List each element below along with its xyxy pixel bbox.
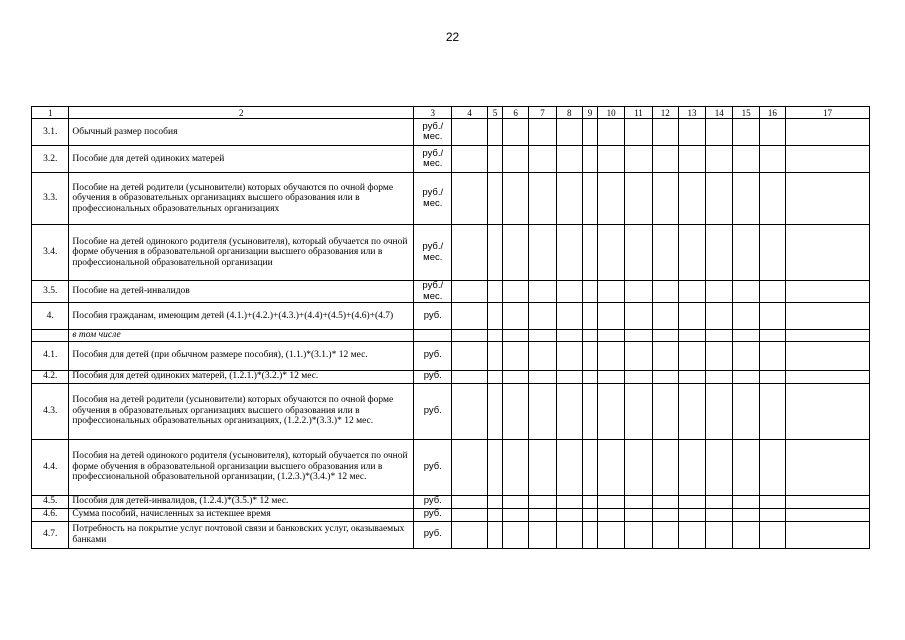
empty-cell[interactable] — [598, 281, 625, 303]
row-unit: руб./ мес. — [414, 281, 452, 303]
empty-cell[interactable] — [785, 383, 869, 439]
empty-cell[interactable] — [785, 508, 869, 521]
row-unit: руб./ мес. — [414, 173, 452, 225]
empty-cell[interactable] — [452, 508, 487, 521]
empty-cell[interactable] — [556, 146, 582, 173]
empty-cell[interactable] — [625, 281, 652, 303]
row-number: 4.5. — [32, 495, 69, 508]
empty-cell[interactable] — [598, 508, 625, 521]
empty-cell[interactable] — [652, 119, 678, 146]
empty-cell[interactable] — [706, 173, 733, 225]
empty-cell[interactable] — [503, 341, 529, 370]
empty-cell[interactable] — [678, 521, 705, 548]
empty-cell[interactable] — [503, 495, 529, 508]
empty-cell[interactable] — [556, 439, 582, 495]
table-row — [32, 330, 870, 342]
empty-cell[interactable] — [785, 281, 869, 303]
row-number: 4.6. — [32, 508, 69, 521]
empty-cell[interactable] — [678, 173, 705, 225]
row-unit: руб. — [414, 439, 452, 495]
empty-cell[interactable] — [452, 303, 487, 330]
empty-cell[interactable] — [529, 173, 556, 225]
table-row — [32, 303, 870, 330]
row-unit: руб. — [414, 508, 452, 521]
empty-cell[interactable] — [582, 281, 597, 303]
row-number: 3.2. — [32, 146, 69, 173]
row-description: Пособия для детей (при обычном размере пособия), (1.1.)*(3.1.)* 12 мес. — [69, 341, 414, 370]
empty-cell[interactable] — [759, 330, 785, 342]
row-description: Потребность на покрытие услуг почтовой связи и банковских услуг, оказываемых банками — [69, 521, 414, 548]
empty-cell[interactable] — [503, 370, 529, 383]
empty-cell[interactable] — [598, 370, 625, 383]
empty-cell[interactable] — [529, 330, 556, 342]
column-header: 12 — [652, 107, 678, 119]
empty-cell[interactable] — [759, 495, 785, 508]
empty-cell[interactable] — [582, 508, 597, 521]
row-description: Пособие для детей одиноких матерей — [69, 146, 414, 173]
empty-cell[interactable] — [529, 119, 556, 146]
empty-cell[interactable] — [652, 383, 678, 439]
empty-cell[interactable] — [678, 303, 705, 330]
empty-cell[interactable] — [785, 521, 869, 548]
empty-cell[interactable] — [556, 508, 582, 521]
empty-cell[interactable] — [452, 281, 487, 303]
table-row — [32, 225, 870, 281]
empty-cell[interactable] — [759, 303, 785, 330]
empty-cell[interactable] — [733, 508, 759, 521]
empty-cell[interactable] — [652, 341, 678, 370]
empty-cell[interactable] — [503, 439, 529, 495]
empty-cell[interactable] — [582, 495, 597, 508]
empty-cell[interactable] — [678, 508, 705, 521]
empty-cell[interactable] — [733, 521, 759, 548]
empty-cell[interactable] — [452, 225, 487, 281]
header-row — [32, 107, 870, 119]
empty-cell[interactable] — [503, 146, 529, 173]
empty-cell[interactable] — [625, 439, 652, 495]
empty-cell[interactable] — [733, 119, 759, 146]
empty-cell[interactable] — [625, 521, 652, 548]
empty-cell[interactable] — [598, 119, 625, 146]
empty-cell[interactable] — [706, 383, 733, 439]
column-header: 1 — [32, 107, 69, 119]
column-header: 6 — [503, 107, 529, 119]
empty-cell[interactable] — [625, 119, 652, 146]
empty-cell[interactable] — [652, 370, 678, 383]
empty-cell[interactable] — [452, 341, 487, 370]
table-row — [32, 383, 870, 439]
empty-cell[interactable] — [706, 330, 733, 342]
row-description: Сумма пособий, начисленных за истекшее время — [69, 508, 414, 521]
empty-cell[interactable] — [503, 383, 529, 439]
empty-cell[interactable] — [706, 495, 733, 508]
table-row — [32, 146, 870, 173]
empty-cell[interactable] — [733, 439, 759, 495]
empty-cell[interactable] — [733, 146, 759, 173]
empty-cell[interactable] — [487, 521, 502, 548]
empty-cell[interactable] — [652, 330, 678, 342]
empty-cell[interactable] — [759, 341, 785, 370]
empty-cell[interactable] — [652, 495, 678, 508]
empty-cell[interactable] — [678, 330, 705, 342]
empty-cell[interactable] — [625, 303, 652, 330]
empty-cell[interactable] — [452, 439, 487, 495]
empty-cell[interactable] — [452, 146, 487, 173]
row-description: Пособия на детей родители (усыновители) которых обучаются по очной форме обучения в образовательных организациях высшего образования или в профессиональных образовательных организациях, (1.2.2.)*(3.3.)* 12 мес. — [69, 383, 414, 439]
empty-cell[interactable] — [529, 303, 556, 330]
empty-cell[interactable] — [598, 383, 625, 439]
empty-cell[interactable] — [556, 521, 582, 548]
empty-cell[interactable] — [582, 370, 597, 383]
empty-cell[interactable] — [487, 341, 502, 370]
empty-cell[interactable] — [556, 383, 582, 439]
empty-cell[interactable] — [452, 521, 487, 548]
empty-cell[interactable] — [529, 225, 556, 281]
empty-cell[interactable] — [582, 146, 597, 173]
table-row — [32, 119, 870, 146]
empty-cell[interactable] — [556, 225, 582, 281]
empty-cell[interactable] — [733, 281, 759, 303]
benefits-table — [31, 106, 870, 549]
empty-cell[interactable] — [678, 383, 705, 439]
empty-cell[interactable] — [582, 521, 597, 548]
empty-cell[interactable] — [759, 173, 785, 225]
empty-cell[interactable] — [487, 146, 502, 173]
column-header: 9 — [582, 107, 597, 119]
empty-cell[interactable] — [503, 521, 529, 548]
empty-cell[interactable] — [759, 521, 785, 548]
row-unit: руб. — [414, 341, 452, 370]
row-unit: руб./ мес. — [414, 225, 452, 281]
empty-cell[interactable] — [759, 370, 785, 383]
empty-cell[interactable] — [652, 146, 678, 173]
column-header: 15 — [733, 107, 759, 119]
row-number: 4. — [32, 303, 69, 330]
row-number: 4.2. — [32, 370, 69, 383]
table-row — [32, 495, 870, 508]
table-row — [32, 173, 870, 225]
empty-cell[interactable] — [652, 303, 678, 330]
column-header: 5 — [487, 107, 502, 119]
column-header: 8 — [556, 107, 582, 119]
column-header: 13 — [678, 107, 705, 119]
empty-cell[interactable] — [733, 330, 759, 342]
row-unit: руб. — [414, 303, 452, 330]
empty-cell[interactable] — [706, 225, 733, 281]
column-header: 2 — [69, 107, 414, 119]
empty-cell[interactable] — [733, 173, 759, 225]
empty-cell[interactable] — [652, 508, 678, 521]
empty-cell[interactable] — [678, 225, 705, 281]
empty-cell[interactable] — [785, 146, 869, 173]
empty-cell[interactable] — [503, 225, 529, 281]
empty-cell[interactable] — [529, 281, 556, 303]
empty-cell[interactable] — [598, 303, 625, 330]
empty-cell[interactable] — [487, 303, 502, 330]
empty-cell[interactable] — [582, 330, 597, 342]
empty-cell[interactable] — [759, 281, 785, 303]
row-number: 4.7. — [32, 521, 69, 548]
row-number: 3.4. — [32, 225, 69, 281]
empty-cell[interactable] — [503, 281, 529, 303]
empty-cell[interactable] — [556, 173, 582, 225]
empty-cell[interactable] — [556, 495, 582, 508]
empty-cell[interactable] — [733, 383, 759, 439]
table-row — [32, 370, 870, 383]
empty-cell[interactable] — [625, 173, 652, 225]
row-description: Пособия на детей одинокого родителя (усыновителя), который обучается по очной форме обучения в образовательной организации высшего образования или в профессиональной образовательной организации, (1.2.3.)*(3.4.)* 12 мес. — [69, 439, 414, 495]
empty-cell[interactable] — [487, 370, 502, 383]
empty-cell[interactable] — [503, 508, 529, 521]
empty-cell[interactable] — [598, 330, 625, 342]
empty-cell[interactable] — [652, 281, 678, 303]
empty-cell[interactable] — [503, 173, 529, 225]
empty-cell[interactable] — [625, 225, 652, 281]
empty-cell[interactable] — [598, 225, 625, 281]
empty-cell[interactable] — [529, 495, 556, 508]
empty-cell[interactable] — [652, 225, 678, 281]
column-header: 7 — [529, 107, 556, 119]
empty-cell[interactable] — [556, 370, 582, 383]
empty-cell[interactable] — [785, 225, 869, 281]
empty-cell[interactable] — [452, 119, 487, 146]
empty-cell[interactable] — [598, 146, 625, 173]
empty-cell[interactable] — [706, 521, 733, 548]
page-number: 22 — [445, 30, 460, 44]
empty-cell[interactable] — [503, 303, 529, 330]
empty-cell[interactable] — [503, 330, 529, 342]
empty-cell[interactable] — [598, 495, 625, 508]
row-unit: руб. — [414, 370, 452, 383]
row-description: Пособие на детей одинокого родителя (усыновителя), который обучается по очной форме обучения в образовательной организации высшего образования или в профессиональной образовательной организации — [69, 225, 414, 281]
empty-cell[interactable] — [487, 383, 502, 439]
column-header: 16 — [759, 107, 785, 119]
row-unit: руб. — [414, 495, 452, 508]
column-header: 3 — [414, 107, 452, 119]
empty-cell[interactable] — [785, 341, 869, 370]
empty-cell[interactable] — [529, 383, 556, 439]
empty-cell[interactable] — [529, 508, 556, 521]
empty-cell[interactable] — [785, 330, 869, 342]
table-row — [32, 508, 870, 521]
empty-cell[interactable] — [652, 521, 678, 548]
empty-cell[interactable] — [706, 281, 733, 303]
empty-cell[interactable] — [678, 281, 705, 303]
empty-cell[interactable] — [452, 370, 487, 383]
empty-cell[interactable] — [678, 439, 705, 495]
empty-cell[interactable] — [582, 173, 597, 225]
empty-cell[interactable] — [556, 330, 582, 342]
empty-cell[interactable] — [556, 341, 582, 370]
empty-cell[interactable] — [452, 495, 487, 508]
row-number: 3.1. — [32, 119, 69, 146]
empty-cell[interactable] — [598, 521, 625, 548]
empty-cell[interactable] — [706, 146, 733, 173]
empty-cell[interactable] — [556, 119, 582, 146]
empty-cell[interactable] — [733, 303, 759, 330]
empty-cell[interactable] — [785, 495, 869, 508]
empty-cell[interactable] — [625, 146, 652, 173]
empty-cell[interactable] — [556, 303, 582, 330]
empty-cell[interactable] — [503, 119, 529, 146]
empty-cell[interactable] — [582, 303, 597, 330]
empty-cell[interactable] — [625, 495, 652, 508]
empty-cell[interactable] — [529, 370, 556, 383]
empty-cell[interactable] — [678, 146, 705, 173]
empty-cell[interactable] — [487, 508, 502, 521]
row-unit: руб./ мес. — [414, 146, 452, 173]
empty-cell[interactable] — [598, 439, 625, 495]
row-description: Пособие на детей родители (усыновители) которых обучаются по очной форме обучения в образовательных организациях высшего образования или в профессиональных образовательных организациях — [69, 173, 414, 225]
empty-cell[interactable] — [582, 439, 597, 495]
empty-cell[interactable] — [582, 119, 597, 146]
empty-cell[interactable] — [487, 439, 502, 495]
empty-cell[interactable] — [625, 370, 652, 383]
empty-cell[interactable] — [759, 146, 785, 173]
empty-cell[interactable] — [625, 383, 652, 439]
empty-cell[interactable] — [529, 521, 556, 548]
empty-cell[interactable] — [625, 341, 652, 370]
empty-cell[interactable] — [652, 173, 678, 225]
row-description: Обычный размер пособия — [69, 119, 414, 146]
empty-cell[interactable] — [625, 508, 652, 521]
empty-cell[interactable] — [785, 303, 869, 330]
empty-cell[interactable] — [785, 173, 869, 225]
empty-cell[interactable] — [759, 225, 785, 281]
empty-cell[interactable] — [678, 370, 705, 383]
empty-cell[interactable] — [706, 303, 733, 330]
empty-cell[interactable] — [487, 495, 502, 508]
empty-cell[interactable] — [487, 330, 502, 342]
row-unit: руб. — [414, 521, 452, 548]
row-number — [32, 330, 69, 342]
row-description: Пособие на детей-инвалидов — [69, 281, 414, 303]
empty-cell[interactable] — [759, 119, 785, 146]
row-unit — [414, 330, 452, 342]
table-row — [32, 341, 870, 370]
empty-cell[interactable] — [625, 330, 652, 342]
empty-cell[interactable] — [733, 370, 759, 383]
empty-cell[interactable] — [706, 341, 733, 370]
row-description: Пособия гражданам, имеющим детей (4.1.)+(4.2.)+(4.3.)+(4.4)+(4.5)+(4.6)+(4.7) — [69, 303, 414, 330]
empty-cell[interactable] — [706, 370, 733, 383]
row-description: в том числе — [69, 330, 414, 342]
row-number: 3.3. — [32, 173, 69, 225]
empty-cell[interactable] — [529, 439, 556, 495]
empty-cell[interactable] — [487, 225, 502, 281]
row-number: 3.5. — [32, 281, 69, 303]
column-header: 14 — [706, 107, 733, 119]
row-number: 4.1. — [32, 341, 69, 370]
empty-cell[interactable] — [598, 173, 625, 225]
empty-cell[interactable] — [785, 370, 869, 383]
row-unit: руб./ мес. — [414, 119, 452, 146]
empty-cell[interactable] — [487, 119, 502, 146]
row-number: 4.4. — [32, 439, 69, 495]
empty-cell[interactable] — [452, 173, 487, 225]
empty-cell[interactable] — [759, 383, 785, 439]
empty-cell[interactable] — [556, 281, 582, 303]
table-row — [32, 521, 870, 548]
empty-cell[interactable] — [582, 225, 597, 281]
empty-cell[interactable] — [582, 383, 597, 439]
empty-cell[interactable] — [733, 225, 759, 281]
empty-cell[interactable] — [582, 341, 597, 370]
table-row — [32, 281, 870, 303]
row-unit: руб. — [414, 383, 452, 439]
empty-cell[interactable] — [706, 439, 733, 495]
column-header: 11 — [625, 107, 652, 119]
empty-cell[interactable] — [733, 341, 759, 370]
table-row — [32, 439, 870, 495]
empty-cell[interactable] — [678, 119, 705, 146]
empty-cell[interactable] — [706, 508, 733, 521]
column-header: 10 — [598, 107, 625, 119]
empty-cell[interactable] — [733, 495, 759, 508]
empty-cell[interactable] — [487, 173, 502, 225]
empty-cell[interactable] — [652, 439, 678, 495]
empty-cell[interactable] — [759, 508, 785, 521]
row-description: Пособия для детей-инвалидов, (1.2.4.)*(3.5.)* 12 мес. — [69, 495, 414, 508]
empty-cell[interactable] — [678, 495, 705, 508]
row-number: 4.3. — [32, 383, 69, 439]
empty-cell[interactable] — [529, 341, 556, 370]
empty-cell[interactable] — [529, 146, 556, 173]
empty-cell[interactable] — [706, 119, 733, 146]
column-header: 17 — [785, 107, 869, 119]
empty-cell[interactable] — [598, 341, 625, 370]
empty-cell[interactable] — [785, 439, 869, 495]
empty-cell[interactable] — [785, 119, 869, 146]
empty-cell[interactable] — [487, 281, 502, 303]
empty-cell[interactable] — [452, 383, 487, 439]
empty-cell[interactable] — [678, 341, 705, 370]
column-header: 4 — [452, 107, 487, 119]
empty-cell[interactable] — [452, 330, 487, 342]
empty-cell[interactable] — [759, 439, 785, 495]
row-description: Пособия для детей одиноких матерей, (1.2.1.)*(3.2.)* 12 мес. — [69, 370, 414, 383]
